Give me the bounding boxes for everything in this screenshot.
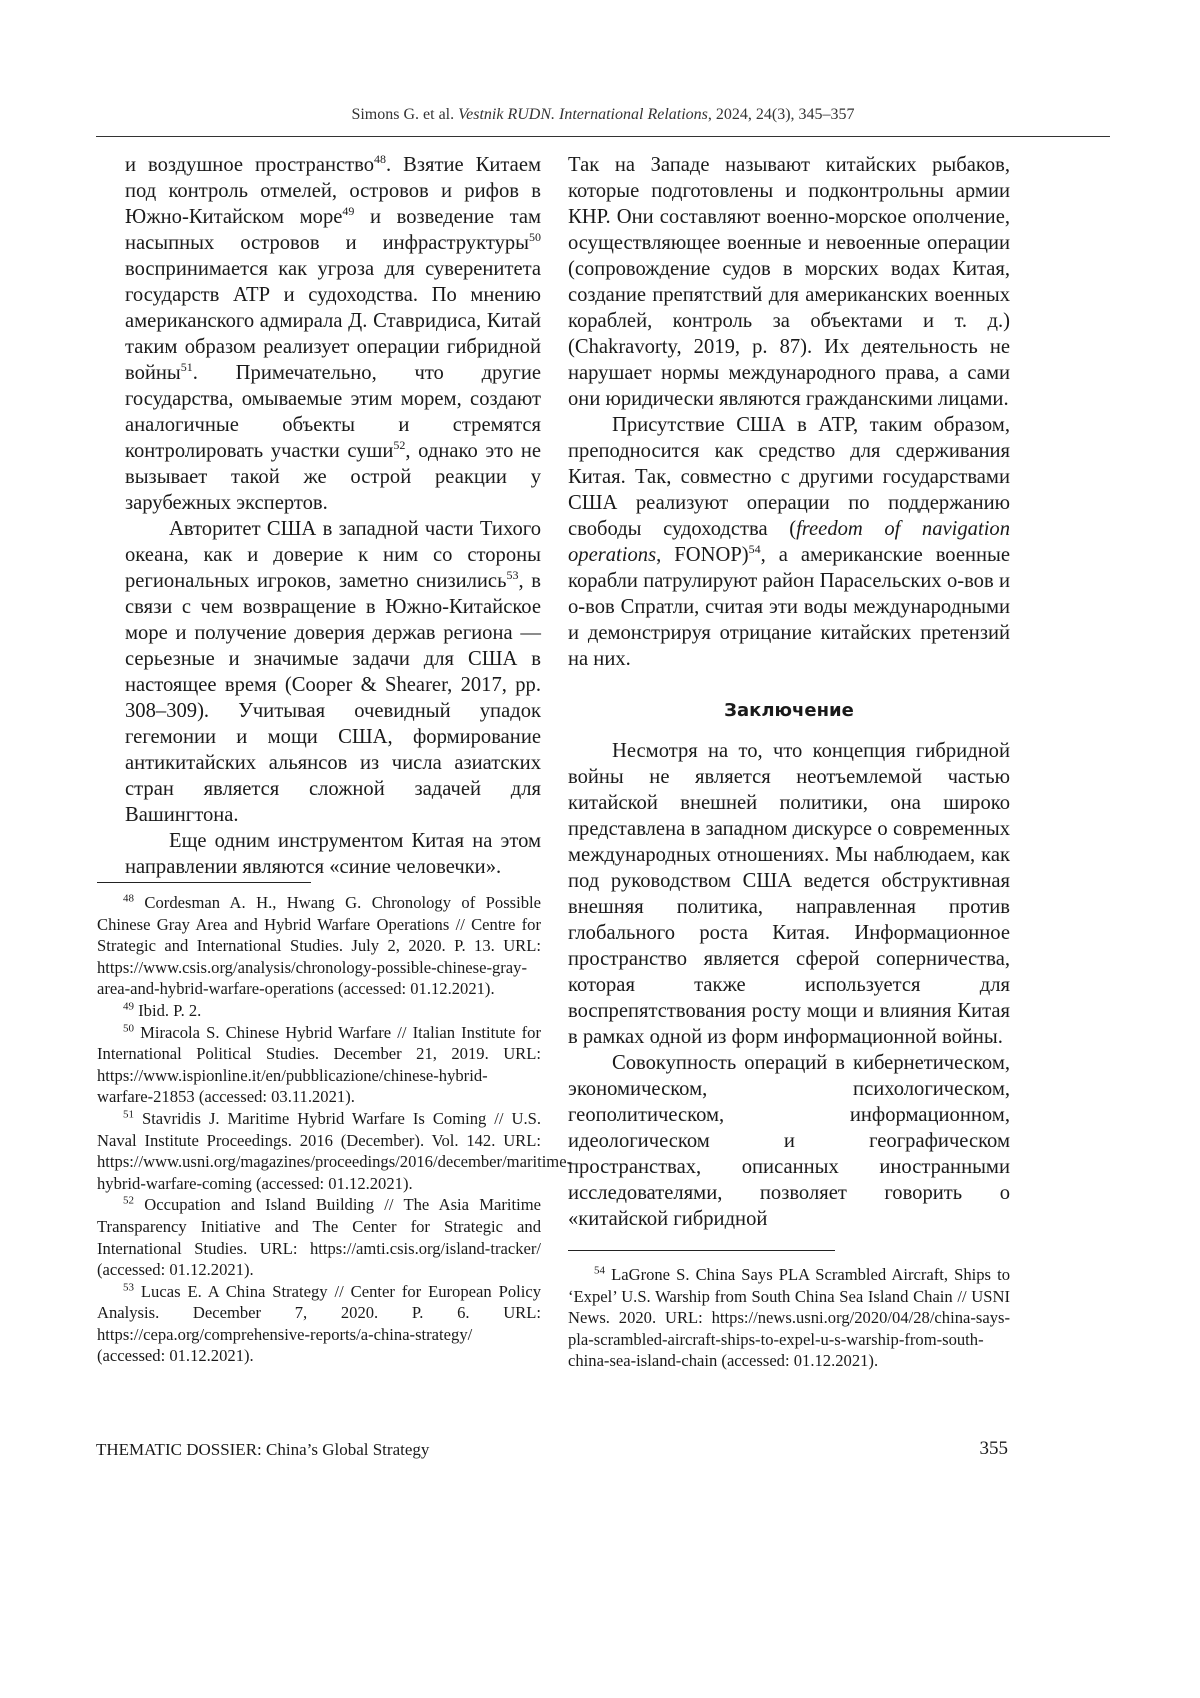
- text-segment: Occupation and Island Building // The Asia Maritime Transparency Initiative and The Center for Strategic and International Studies. URL: https://amti.csis.org/island-tracker/ (accessed: 01.12.2021).: [97, 1195, 541, 1279]
- footnote-ref: 51: [123, 1108, 134, 1120]
- footnote: [97, 1281, 541, 1367]
- footnote-ref: 54: [749, 542, 761, 556]
- text-segment: Simons G. et al.: [351, 106, 458, 123]
- text-segment: Так на Западе называют китайских рыбаков, которые подготовлены и подконтрольны армии КНР. Они составляют военно-морское ополчение, осуществляющее военные и невоенные операции (сопровождение судов в морских водах Китая, создание препятствий для американских военных кораблей, контроль за объектами и т. д.) (Chakravorty, 2019, p. 87). Их деятельность не нарушает нормы международного права, а сами они юридически являются гражданскими лицами.: [568, 154, 1010, 410]
- italic-text: freedom of navigation operations: [568, 518, 1010, 566]
- text-segment: Несмотря на то, что концепция гибридной войны не является неотъемлемой частью китайской внешней политики, она широко представлена в западном дискурсе о современных международных отношениях. Мы наблюдаем, как под руководством США ведется обструктивная внешняя политика, направленная против глобального роста Китая. Информационное пространство является сферой соперничества, которая также используется для воспрепятствования росту мощи и влияния Китая в рамках одной из форм информационной войны.: [568, 740, 1010, 1048]
- text-segment: , а американские военные корабли патрулируют район Парасельских о-вов и о-вов Спратли, считая эти воды международными и демонстрируя отрицание китайских претензий на них.: [568, 544, 1010, 670]
- paragraph: [125, 828, 541, 880]
- text-segment: Lucas E. A China Strategy // Center for European Policy Analysis. December 7, 2020. P. 6. URL: https://cepa.org/comprehensive-reports/a-china-strategy/ (accessed: 01.12.2021).: [97, 1282, 541, 1366]
- left-footnotes: [97, 892, 541, 1367]
- footnote-ref: 52: [123, 1195, 134, 1207]
- right-column: [568, 152, 1010, 1232]
- footnote: [97, 1194, 541, 1280]
- footnote-ref: 51: [181, 360, 193, 374]
- footnote-ref: 49: [342, 204, 354, 218]
- paragraph: [568, 152, 1010, 412]
- text-segment: и возведение там насыпных островов и инфраструктуры: [125, 206, 541, 254]
- italic-text: Vestnik RUDN. International Relations: [458, 106, 708, 123]
- text-segment: LaGrone S. China Says PLA Scrambled Aircraft, Ships to ‘Expel’ U.S. Warship from South China Sea Island Chain // USNI News. 2020. URL: https://news.usni.org/2020/04/28/china-says-pla-scrambled-aircraft-ships-to-expel-u-s-warship-from-south-china-sea-island-chain (accessed: 01.12.2021).: [568, 1265, 1010, 1370]
- text-segment: Cordesman A. H., Hwang G. Chronology of Possible Chinese Gray Area and Hybrid Warfare Operations // Centre for Strategic and International Studies. July 2, 2020. P. 13. URL: https://www.csis.org/analysis/chronology-possible-chinese-gray-area-and-hybrid-warfare-operations (accessed: 01.12.2021).: [97, 893, 541, 998]
- text-segment: . Примечательно, что другие государства, омываемые этим морем, создают аналогичные объекты и стремятся контролировать участки суши: [125, 362, 541, 462]
- text-segment: Авторитет США в западной части Тихого океана, как и доверие к ним со стороны региональных игроков, заметно снизились: [125, 518, 541, 592]
- text-segment: Еще одним инструментом Китая на этом направлении являются «синие человечки».: [125, 830, 541, 878]
- footnote: [97, 1000, 541, 1022]
- text-segment: . Взятие Китаем под контроль отмелей, островов и рифов в Южно-Китайском море: [125, 154, 541, 228]
- footnote-ref: 48: [374, 152, 386, 166]
- footnote: [97, 892, 541, 1000]
- footnote: [97, 1022, 541, 1108]
- paragraph: [568, 1050, 1010, 1232]
- text-segment: Ibid. P. 2.: [134, 1001, 201, 1020]
- text-segment: Miracola S. Chinese Hybrid Warfare // Italian Institute for International Political Studies. December 21, 2019. URL: https://www.ispionline.it/en/pubblicazione/chinese-hybrid-warfare-21853 (accessed: 03.11.2021).: [97, 1023, 541, 1107]
- footnote-ref: 53: [123, 1281, 134, 1293]
- text-segment: , 2024, 24(3), 345–357: [708, 106, 855, 123]
- footnote-rule-left: [97, 882, 311, 883]
- footnote-ref: 52: [393, 438, 405, 452]
- footnote: [568, 1264, 1010, 1372]
- paragraph: [125, 516, 541, 828]
- footnote-ref: 48: [123, 892, 134, 904]
- footnote-ref: 50: [123, 1022, 134, 1034]
- header-rule: [96, 136, 1110, 137]
- paragraph: [125, 152, 541, 516]
- footnote-ref: 50: [529, 230, 541, 244]
- text-segment: , в связи с чем возвращение в Южно-Китайское море и получение доверия держав региона — серьезные и значимые задачи для США в настоящее время (Cooper & Shearer, 2017, pp. 308–309). Учитывая очевидный упадок гегемонии и мощи США, формирование антикитайских альянсов из числа азиатских стран является сложной задачей для Вашингтона.: [125, 570, 541, 826]
- text-segment: воспринимается как угроза для суверенитета государств АТР и судоходства. По мнению американского адмирала Д. Ставридиса, Китай таким образом реализует операции гибридной войны: [125, 258, 541, 384]
- footnote-ref: 49: [123, 1000, 134, 1012]
- footnote: [97, 1108, 541, 1194]
- section-heading: [568, 698, 1010, 724]
- left-column: [125, 152, 541, 880]
- right-footnotes: [568, 1264, 1010, 1372]
- text-segment: , FONOP): [656, 544, 749, 566]
- text-segment: Stavridis J. Maritime Hybrid Warfare Is Coming // U.S. Naval Institute Proceedings. 2016 (December). Vol. 142. URL: https://www.usni.org/magazines/proceedings/2016/december/maritime-hybrid-warfare-coming (accessed: 01.12.2021).: [97, 1109, 572, 1193]
- footnote-ref: 53: [506, 568, 518, 582]
- footer-section-title: China’s Global Strategy: [262, 1440, 430, 1459]
- footnote-rule-right: [568, 1250, 835, 1251]
- running-head: [96, 106, 1110, 124]
- text-segment: , однако это не вызывает такой же острой реакции у зарубежных экспертов.: [125, 440, 541, 514]
- text-segment: и воздушное пространство: [125, 154, 374, 176]
- page-number: 355: [980, 1438, 1009, 1460]
- paragraph: [568, 412, 1010, 672]
- text-segment: Заключение: [724, 700, 854, 721]
- footer-section: [96, 1440, 429, 1460]
- text-segment: Присутствие США в АТР, таким образом, преподносится как средство для сдерживания Китая. Так, совместно с другими государствами США реализуют операции по поддержанию свободы судоходства (: [568, 414, 1010, 540]
- footnote-ref: 54: [594, 1264, 605, 1276]
- paragraph: [568, 738, 1010, 1050]
- text-segment: Совокупность операций в кибернетическом, экономическом, психологическом, геополитическом, информационном, идеологическом и географическом пространствах, описанных иностранными исследователями, позволяет говорить о «китайской гибридной: [568, 1052, 1010, 1230]
- footer-section-label: THEMATIC DOSSIER:: [96, 1440, 262, 1459]
